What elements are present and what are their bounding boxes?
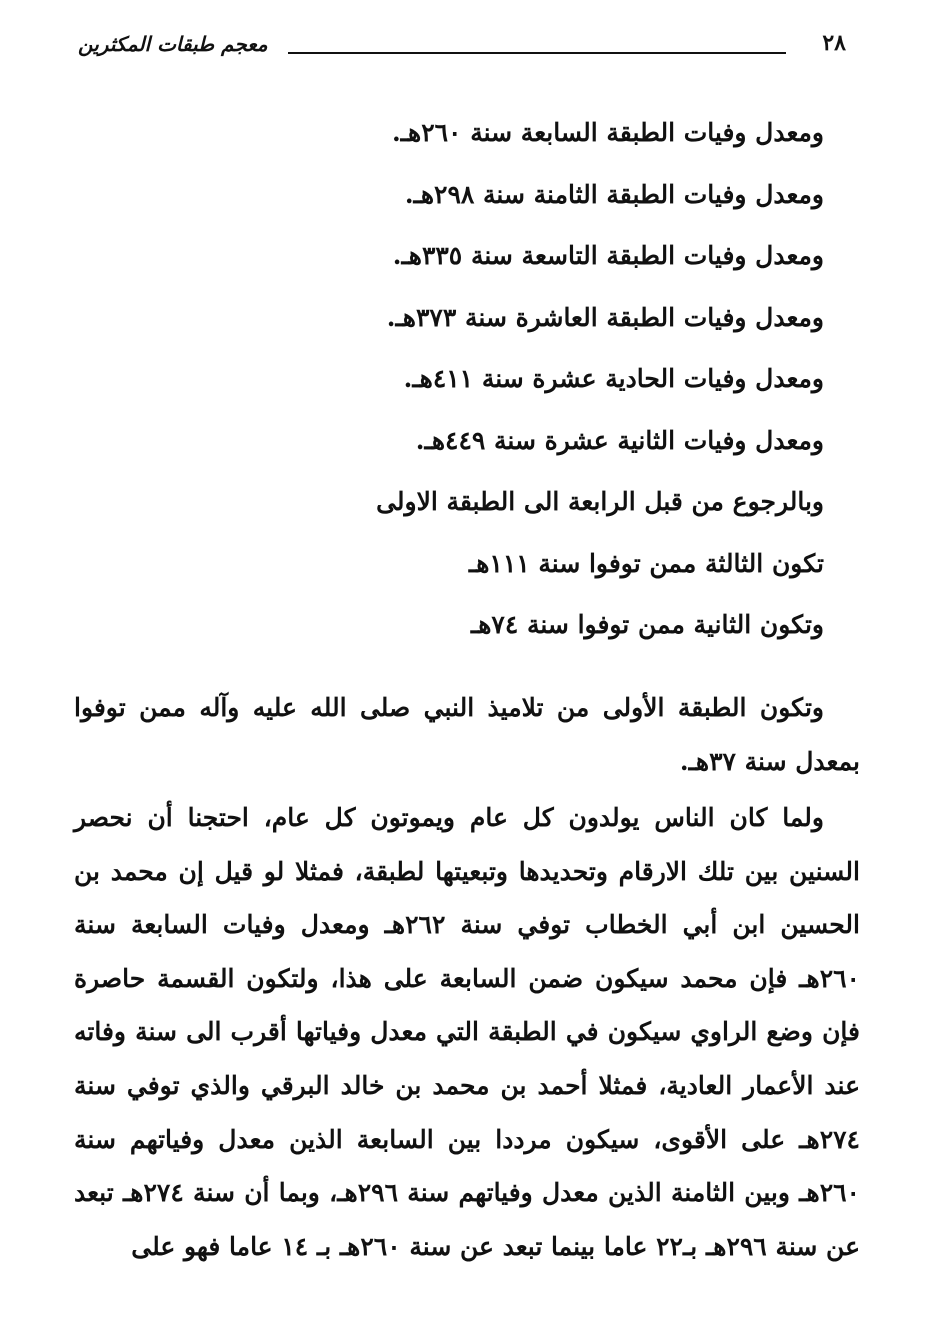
- averages-list: [104, 102, 824, 656]
- list-line: تكون الثالثة ممن توفوا سنة ١١١هـ: [468, 548, 824, 578]
- list-line: ومعدل وفيات الثانية عشرة سنة ٤٤٩هـ.: [415, 425, 824, 455]
- page-header: [78, 28, 856, 68]
- header-rule: [288, 52, 786, 54]
- list-line: وتكون الثانية ممن توفوا سنة ٧٤هـ: [470, 610, 824, 639]
- page-number: ٢٨: [822, 30, 846, 56]
- paragraph-explanation: ولما كان الناس يولدون كل عام ويموتون كل عام، احتجنا أن نحصر السنين بين تلك الارقام وتحديدها وتبعيتها لطبقة، فمثلا لو قيل إن محمد بن الحسين ابن أبي الخطاب توفي سنة ٢٦٢هـ ومعدل وفيات السابعة سنة ٢٦٠هـ فإن محمد سيكون ضمن السابعة على هذا، ولتكون القسمة حاصرة فإن وضع الراوي سيكون في الطبقة التي معدل وفياتها أقرب الى سنة وفاته عند الأعمار العادية، فمثلا أحمد بن محمد بن خالد البرقي والذي توفي سنة ٢٧٤هـ على الأقوى، سيكون مرددا بين السابعة الذين معدل وفياتهم سنة ٢٦٠هـ وبين الثامنة الذين معدل وفياتهم سنة ٢٩٦هـ، وبما أن سنة ٢٧٤هـ تبعد عن سنة ٢٩٦هـ بـ٢٢ عاما بينما تبعد عن سنة ٢٦٠هـ بـ ١٤ عاما فهو على: [74, 803, 860, 1261]
- running-title: معجم طبقات المكثرين: [78, 32, 268, 56]
- list-line: ومعدل وفيات الطبقة العاشرة سنة ٣٧٣هـ.: [386, 302, 824, 332]
- paragraph-first-tier: وتكون الطبقة الأولى من تلاميذ النبي صلى الله عليه وآله ممن توفوا بمعدل سنة ٣٧هـ.: [74, 693, 860, 776]
- list-line: ومعدل وفيات الطبقة السابعة سنة ٢٦٠هـ.: [391, 118, 824, 147]
- list-line: ومعدل وفيات الطبقة التاسعة سنة ٣٣٥هـ.: [392, 241, 824, 270]
- list-line: وبالرجوع من قبل الرابعة الى الطبقة الاولى: [376, 487, 824, 516]
- list-line: ومعدل وفيات الحادية عشرة سنة ٤١١هـ.: [403, 364, 824, 393]
- list-line: ومعدل وفيات الطبقة الثامنة سنة ٢٩٨هـ.: [404, 179, 824, 209]
